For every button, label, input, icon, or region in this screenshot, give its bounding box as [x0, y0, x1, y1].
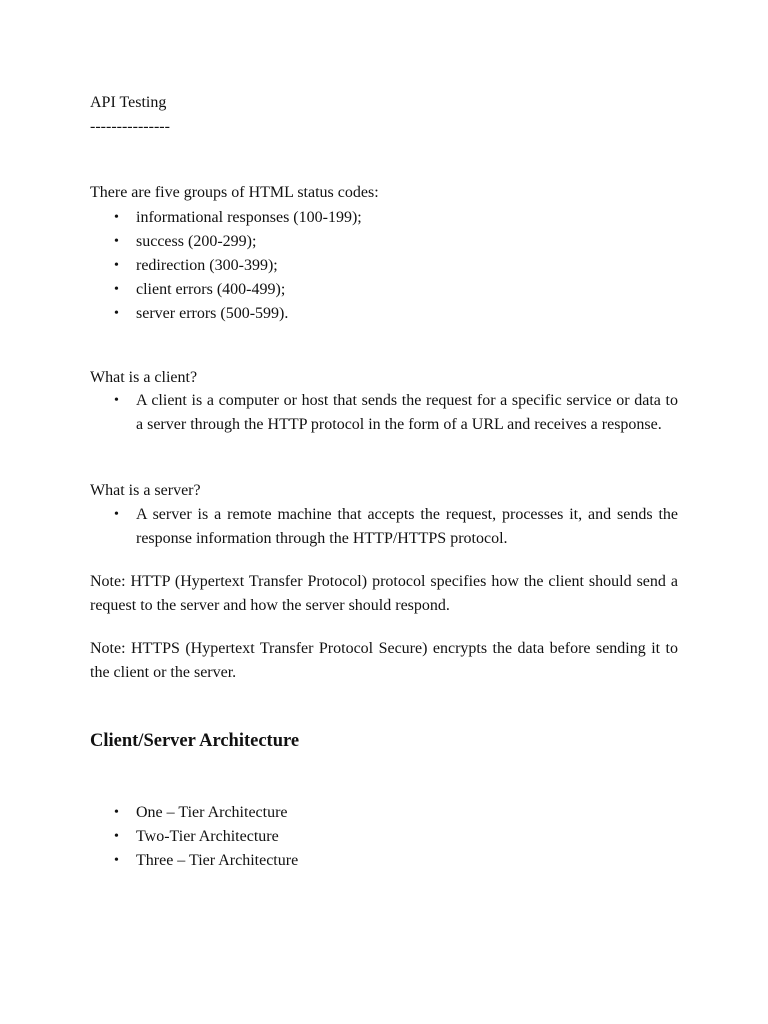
title-underline: --------------- [90, 118, 170, 135]
architecture-heading: Client/Server Architecture [90, 731, 300, 751]
bullet-icon: • [114, 853, 119, 868]
architecture-list [90, 801, 678, 873]
bullet-icon: • [114, 210, 119, 225]
document-title: API Testing [90, 94, 167, 111]
client-answer-list [90, 389, 678, 437]
status-codes-intro: There are five groups of HTML status codes: [90, 184, 379, 201]
list-item: • A server is a remote machine that accepts the request, processes it, and sends the response information through the HTTP/HTTPS protocol. [90, 503, 678, 551]
bullet-icon: • [114, 805, 119, 820]
status-codes-list [90, 206, 678, 326]
server-answer-list [90, 503, 678, 551]
client-question: What is a client? [90, 369, 198, 386]
list-item: • success (200-299); [90, 230, 678, 254]
list-item: • informational responses (100-199); [90, 206, 678, 230]
list-item: • redirection (300-399); [90, 254, 678, 278]
server-question: What is a server? [90, 482, 201, 499]
bullet-icon: • [114, 234, 119, 249]
list-item: • One – Tier Architecture [90, 801, 678, 825]
list-item: • server errors (500-599). [90, 302, 678, 326]
bullet-icon: • [114, 306, 119, 321]
list-item: • Two-Tier Architecture [90, 825, 678, 849]
list-item: • Three – Tier Architecture [90, 849, 678, 873]
list-item: • client errors (400-499); [90, 278, 678, 302]
note-http: Note: HTTP (Hypertext Transfer Protocol) protocol specifies how the client should send a request to the server and how the server should respond. [90, 573, 678, 614]
bullet-icon: • [114, 258, 119, 273]
bullet-icon: • [114, 282, 119, 297]
note-https: Note: HTTPS (Hypertext Transfer Protocol Secure) encrypts the data before sending it to the client or the server. [90, 640, 678, 681]
bullet-icon: • [114, 507, 119, 522]
list-item: • A client is a computer or host that sends the request for a specific service or data to a server through the HTTP protocol in the form of a URL and receives a response. [90, 389, 678, 437]
bullet-icon: • [114, 393, 119, 408]
bullet-icon: • [114, 829, 119, 844]
